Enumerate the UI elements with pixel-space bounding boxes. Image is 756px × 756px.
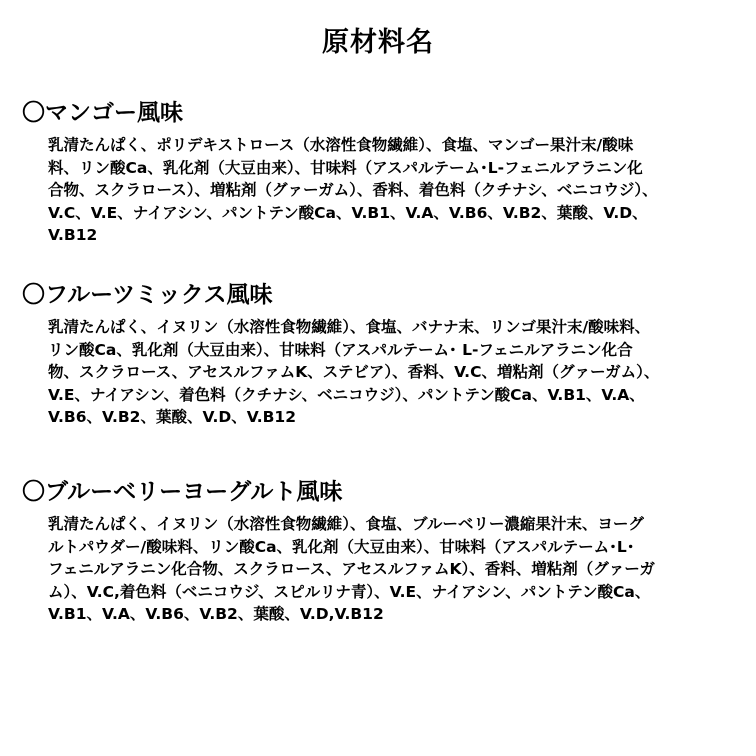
ingredients-line: 合物、スクラロース）、増粘剤（グァーガム）、香料、着色料（クチナシ、ベニコウジ）、 — [48, 181, 658, 199]
section-heading: 〇フルーツミックス風味 — [22, 282, 273, 308]
ingredients-line: ルトパウダー/酸味料、リン酸Ca、乳化剤（大豆由来）、甘味料（アスパルテーム･L･ — [48, 537, 635, 556]
ingredients-line: フェニルアラニン化合物、スクラロース、アセスルファムK）、香料、増粘剤（グァーガ — [48, 560, 655, 578]
ingredients-line: V.B6、V.B2、葉酸、V.D、V.B12 — [48, 408, 296, 426]
ingredients-line: V.B12 — [48, 226, 98, 244]
ingredients-line: 物、スクラロース、アセスルファムK、ステビア）、香料、V.C、増粘剤（グァーガム）、 — [48, 363, 660, 381]
section-mango-flavor — [22, 98, 722, 247]
ingredients-text — [48, 134, 698, 247]
ingredients-line: リン酸Ca、乳化剤（大豆由来）、甘味料（アスパルテーム･ L-フェニルアラニン化合 — [48, 340, 633, 359]
page-title: 原材料名 — [322, 27, 434, 58]
ingredients-text — [48, 513, 698, 626]
ingredients-line: 乳清たんぱく、イヌリン（水溶性食物繊維）、食塩、ブルーベリー濃縮果汁末、ヨーグ — [48, 515, 644, 533]
section-blueberry-yogurt-flavor — [22, 477, 722, 626]
ingredients-line: 乳清たんぱく、ポリデキストロース（水溶性食物繊維）、食塩、マンゴー果汁末/酸味 — [48, 136, 634, 154]
ingredients-line: 乳清たんぱく、イヌリン（水溶性食物繊維）、食塩、バナナ末、リンゴ果汁末/酸味料、 — [48, 318, 651, 336]
ingredients-text — [48, 316, 698, 429]
ingredients-line: 料、リン酸Ca、乳化剤（大豆由来）、甘味料（アスパルテーム･L-フェニルアラニン化 — [48, 158, 643, 177]
ingredients-line: V.B1、V.A、V.B6、V.B2、葉酸、V.D,V.B12 — [48, 605, 384, 623]
ingredients-line: V.E、ナイアシン、着色料（クチナシ、ベニコウジ）、パントテン酸Ca、V.B1、V.A、 — [48, 385, 645, 404]
ingredients-line: V.C、V.E、ナイアシン、パントテン酸Ca、V.B1、V.A、V.B6、V.B2、葉酸、V.D、 — [48, 203, 648, 222]
section-fruit-mix-flavor — [22, 280, 722, 429]
ingredients-line: ム）、V.C,着色料（ベニコウジ、スピルリナ青）、V.E、ナイアシン、パントテン酸Ca、 — [48, 582, 651, 601]
section-heading: 〇マンゴー風味 — [22, 100, 183, 126]
section-heading: 〇ブルーベリーヨーグルト風味 — [22, 479, 343, 505]
